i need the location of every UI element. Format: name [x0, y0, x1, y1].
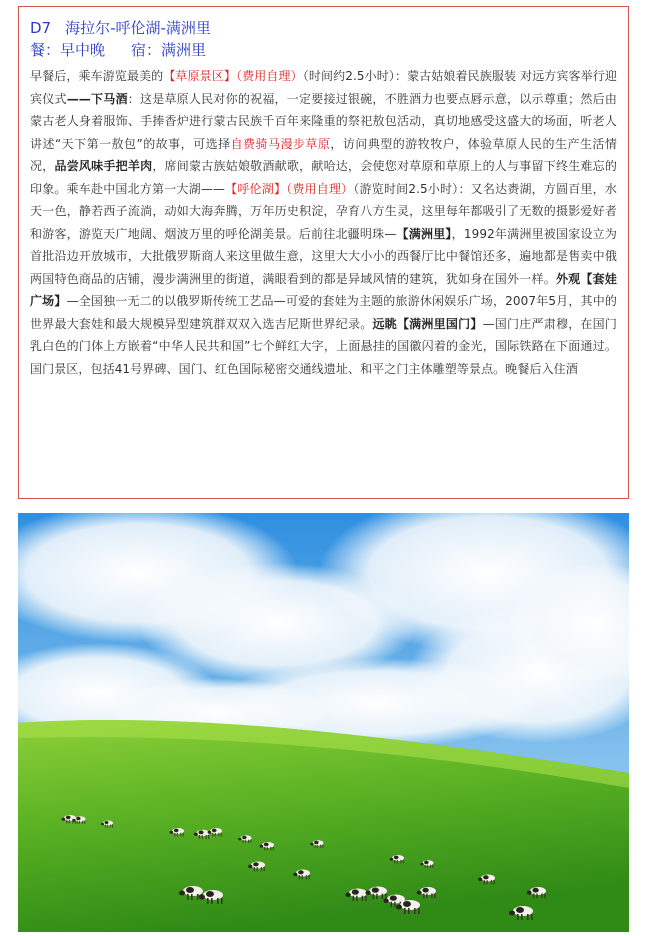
body-text-run: —全国独一无二的以俄罗斯传统工艺品—可爱的套娃为主题的旅游休闲娱乐广场，2007年5月，其中的世界最大套娃和最大规模异型建筑群双双入选吉尼斯世界纪录。 [30, 294, 617, 331]
bold-text: 【满洲里】 [396, 226, 452, 241]
day-title [30, 17, 617, 39]
body-text-run: 早餐后，乘车游览最美的 [30, 69, 164, 83]
body-text-run: ，1992年满洲里被国家设立为首批沿边开放城市，大批俄罗斯商人来这里做生意，这里大大小小的西餐厅比中餐馆还多，遍地都是售卖中俄两国特色商品的店铺，漫步满洲里的街道，满眼看到的都是异域风情的建筑，犹如身在国外一样。 [30, 226, 617, 286]
body-text-run: ，访问典型的游牧牧户，体验草原人民的生产生活情况， [30, 136, 617, 173]
day-route: 海拉尔-呼伦湖-满洲里 [65, 19, 211, 37]
bold-text: ——下马酒 [66, 91, 128, 106]
body-text-run: （游览时间2.5小时）：又名达赉湖，方圆百里，水天一色，静若西子流淌，动如大海奔腾，万年历史积淀，孕育八方生灵，这里每年都吸引了无数的摄影爱好者和游客，游览天广地阔、烟波万里的呼伦湖美景。后前往北疆明珠— [30, 181, 617, 241]
bold-text: 外观【套娃广场】 [30, 271, 617, 308]
stay-info: 宿：满洲里 [131, 41, 207, 59]
itinerary-card [18, 6, 629, 499]
bold-text: 品尝风味手把羊肉 [54, 159, 153, 173]
body-text-run: ，席间蒙古族姑娘敬酒献歌，献哈达，会使您对草原和草原上的人与事留下终生难忘的印象。乘车赴中国北方第一大湖—— [30, 159, 617, 196]
grassland-cows-image [18, 513, 629, 932]
bold-text: 远眺【满洲里国门】 [372, 316, 483, 331]
body-text-run: ：这是草原人民对你的祝福，一定要接过银碗，不胜酒力也要点唇示意，以示尊重；然后由蒙古老人身着服饰、手捧香炉进行蒙古民族千百年来隆重的祭祀敖包活动，真切地感受这盛大的场面，听老人讲述“天下第一敖包”的故事，可选择 [30, 91, 617, 151]
itinerary-description [30, 65, 617, 380]
highlight-red-text: 【呼伦湖】（费用自理） [225, 181, 354, 196]
grassland-photo [18, 513, 629, 932]
highlight-red-text: 自费骑马漫步草原 [230, 136, 331, 151]
meals-info: 餐：早中晚 [30, 41, 106, 59]
highlight-red-text: 【草原景区】（费用自理） [163, 69, 303, 83]
body-text-run: —国门庄严肃穆，在国门乳白色的门体上方嵌着“中华人民共和国”七个鲜红大字，上面悬挂的国徽闪着的金光，国际铁路在下面通过。国门景区，包括41号界碑、国门、红色国际秘密交通线遗址、和平之门主体雕塑等景点。晚餐后入住酒 [30, 316, 617, 376]
day-number: D7 [30, 19, 52, 37]
meals-and-stay [30, 39, 617, 61]
body-text-run: （时间约2.5小时）：蒙古姑娘着民族服装 对远方宾客举行迎宾仪式 [30, 69, 617, 106]
